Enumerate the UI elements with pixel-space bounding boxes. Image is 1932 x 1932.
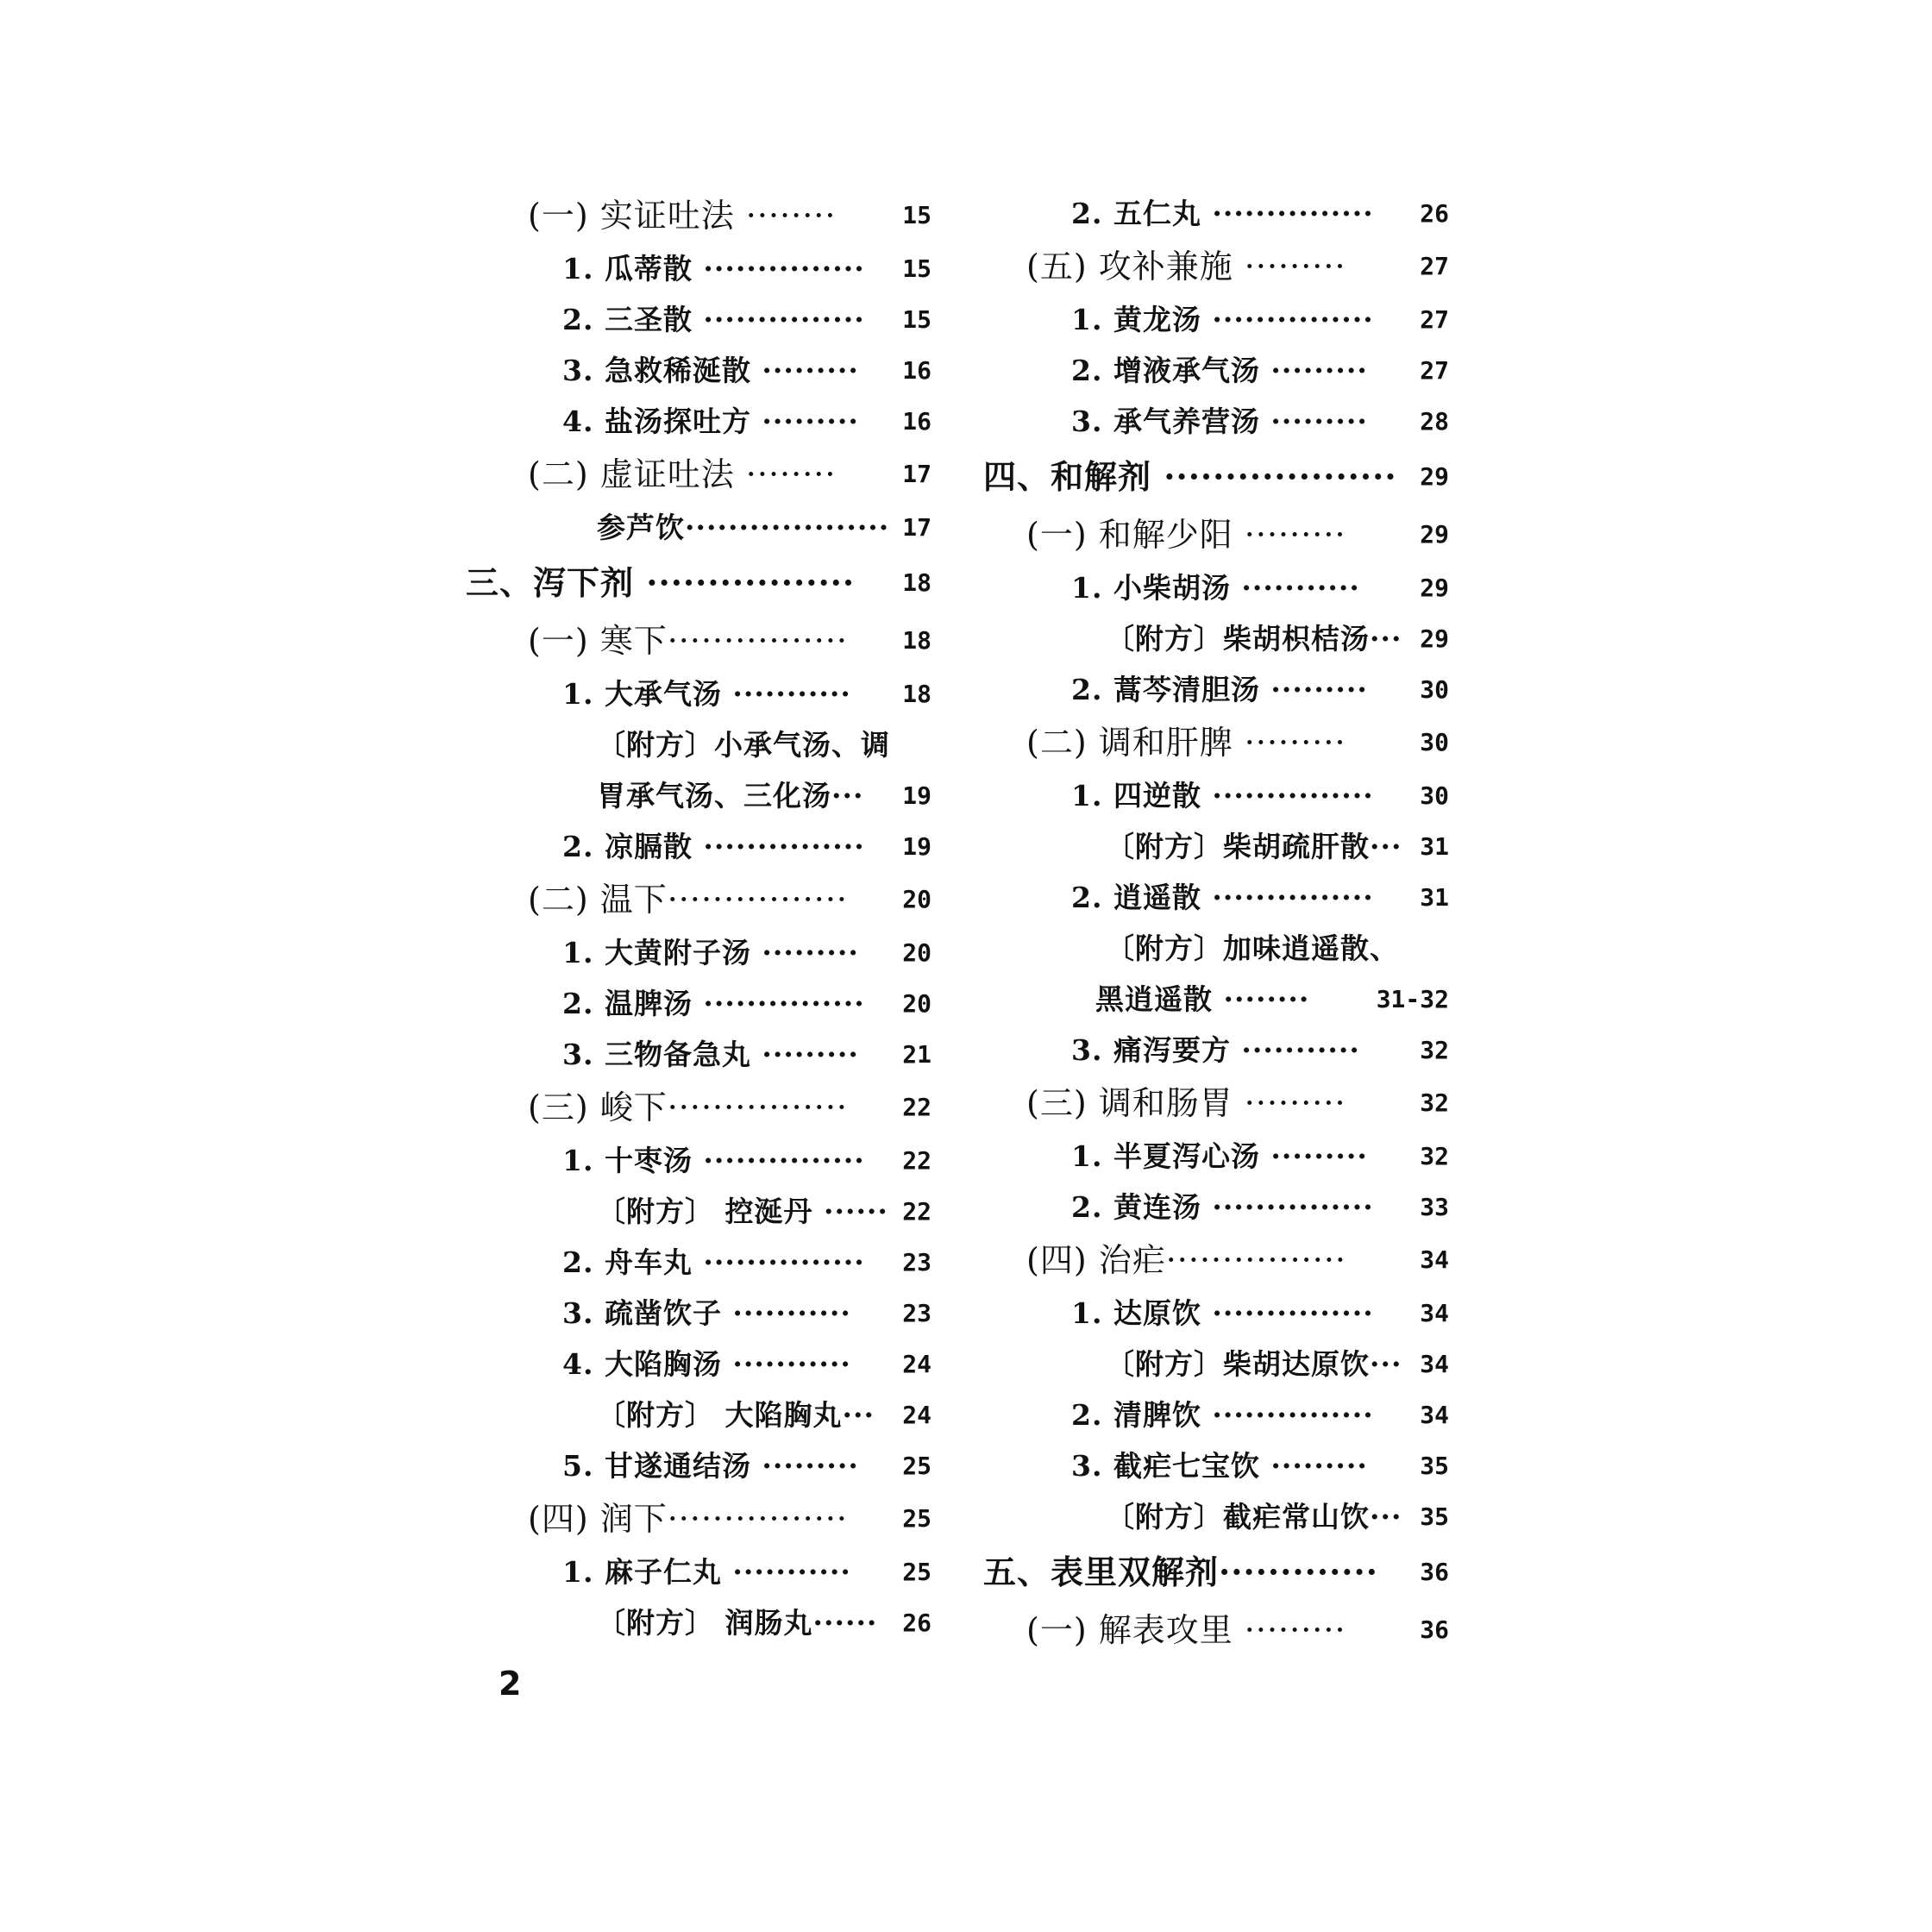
toc-entry [466,188,932,243]
toc-entry-page: 16 [902,356,932,385]
toc-entry-page: 17 [902,513,932,542]
toc-entry-page: 30 [1420,781,1449,810]
toc-entry-page: 29 [1420,462,1449,491]
toc-entry [983,821,1449,872]
toc-entry [983,613,1449,664]
toc-entry-page: 35 [1420,1452,1449,1480]
toc-entry-title: (四) 润下················ [528,1500,848,1538]
toc-entry-page: 31 [1420,832,1449,861]
toc-entry-page: 20 [902,989,932,1018]
toc-entry-page: 31-32 [1376,985,1449,1013]
toc-entry-title: 〔附方〕柴胡枳桔汤··· [1106,622,1402,656]
toc-entry-page: 34 [1420,1299,1449,1327]
toc-entry [466,502,932,553]
toc-entry-page: 35 [1420,1502,1449,1531]
toc-entry [466,1597,932,1648]
toc-entry-title: 〔附方〕柴胡达原饮··· [1106,1347,1402,1381]
toc-entry [466,1029,932,1080]
toc-entry-title: 2. 凉膈散 ··············· [562,830,865,863]
toc-entry-title: 四、和解剂 ··················· [983,457,1397,496]
toc-entry-page: 21 [902,1040,932,1069]
toc-entry-title: 4. 盐汤探吐方 ········· [562,405,859,438]
toc-entry-title: 3. 痛泻要方 ··········· [1071,1033,1360,1067]
toc-entry-title: 1. 半夏泻心汤 ········· [1071,1139,1368,1173]
toc-entry-page: 18 [902,626,932,655]
toc-entry [466,1080,932,1135]
toc-entry-title: 1. 达原饮 ··············· [1071,1296,1374,1330]
toc-entry-page: 29 [1420,624,1449,653]
toc-entry-page: 19 [902,832,932,861]
toc-entry-title: (二) 虚证吐法 ········ [528,455,837,493]
toc-entry-page: 27 [1420,305,1449,334]
toc-entry-title: 胃承气汤、三化汤··· [597,779,864,812]
toc-entry [983,294,1449,345]
toc-entry-title: 1. 麻子仁丸 ··········· [562,1555,851,1589]
toc-entry [466,613,932,668]
toc-entry [983,396,1449,447]
toc-entry [466,243,932,294]
toc-entry [983,1076,1449,1131]
toc-entry [466,396,932,447]
toc-entry [466,1339,932,1389]
toc-entry-page: 32 [1420,1088,1449,1117]
toc-entry-title: 2. 黄连汤 ··············· [1071,1190,1374,1224]
toc-entry-title: 2. 蒿芩清胆汤 ········· [1071,673,1368,706]
toc-entry-title: (三) 峻下················ [528,1088,848,1126]
toc-entry [466,821,932,872]
toc-entry-page: 29 [1420,574,1449,602]
toc-entry-title: 1. 瓜蒂散 ··············· [562,252,865,285]
toc-entry-page: 24 [902,1401,932,1429]
toc-entry-title: (二) 温下················ [528,881,848,919]
toc-entry [466,1389,932,1440]
toc-entry [983,1389,1449,1440]
toc-entry [983,562,1449,613]
toc-entry [983,1182,1449,1233]
toc-entry [466,978,932,1029]
toc-entry-title: 〔附方〕 控涎丹 ······ [597,1195,888,1228]
toc-entry [466,1288,932,1339]
toc-entry-title: 1. 小柴胡汤 ··········· [1071,571,1360,605]
toc-right-column [983,188,1449,1658]
toc-entry [983,1603,1449,1658]
toc-entry-page: 32 [1420,1142,1449,1170]
toc-entry [983,770,1449,821]
toc-entry-page: 20 [902,938,932,967]
toc-entry-title: 3. 疏凿饮子 ··········· [562,1296,851,1330]
toc-entry-title: 〔附方〕小承气汤、调 [597,728,890,762]
toc-entry-title: (五) 攻补兼施 ········· [1026,248,1346,285]
toc-entry-page: 23 [902,1248,932,1276]
toc-entry [983,1440,1449,1491]
toc-entry-page: 34 [1420,1245,1449,1274]
toc-entry-page: 26 [902,1609,932,1637]
toc-entry-title: 1. 四逆散 ··············· [1071,779,1374,812]
toc-entry [983,1025,1449,1076]
toc-entry-title: 1. 大黄附子汤 ········· [562,936,859,969]
toc-entry [983,923,1449,974]
toc-entry-page: 25 [902,1504,932,1533]
toc-entry-title: (一) 解表攻里 ········· [1026,1611,1346,1649]
toc-entry [983,664,1449,715]
toc-entry [466,553,932,613]
toc-entry [983,507,1449,562]
toc-entry-page: 19 [902,781,932,810]
toc-entry [983,1233,1449,1288]
toc-entry-title: (四) 治疟················ [1026,1241,1346,1279]
toc-entry [983,345,1449,396]
toc-entry-title: 参芦饮··················· [597,511,890,544]
toc-entry [466,1440,932,1491]
toc-entry-title: 3. 承气养营汤 ········· [1071,405,1368,438]
toc-entry-title: 2. 逍遥散 ··············· [1071,881,1374,914]
toc-entry-page: 24 [902,1350,932,1378]
toc-entry [466,1135,932,1186]
toc-entry [466,1186,932,1237]
toc-entry [983,1339,1449,1389]
toc-entry-title: 三、泻下剂 ················· [466,563,856,602]
toc-entry-title: 〔附方〕加味逍遥散、 [1106,932,1399,965]
toc-entry [983,1542,1449,1603]
toc-entry-page: 15 [902,305,932,334]
toc-entry-title: 1. 黄龙汤 ··············· [1071,303,1374,336]
toc-entry [466,872,932,927]
toc-entry-title: 1. 十枣汤 ··············· [562,1144,865,1177]
toc-entry [983,974,1449,1025]
toc-entry-title: 5. 甘遂通结汤 ········· [562,1449,859,1483]
toc-entry [983,239,1449,294]
toc-entry-title: 4. 大陷胸汤 ··········· [562,1347,851,1381]
toc-entry-title: (三) 调和肠胃 ········· [1026,1084,1346,1122]
toc-entry [466,1237,932,1288]
toc-entry-page: 29 [1420,520,1449,549]
toc-entry [466,927,932,978]
toc-entry [983,1491,1449,1542]
toc-entry-title: 1. 大承气汤 ··········· [562,677,851,711]
page-folio: 2 [499,1665,522,1703]
toc-entry-page: 31 [1420,883,1449,912]
toc-entry-page: 18 [902,568,932,597]
toc-entry-title: 2. 三圣散 ··············· [562,303,865,336]
toc-entry [983,188,1449,239]
toc-entry-title: 2. 清脾饮 ··············· [1071,1398,1374,1432]
toc-entry-title: 3. 急救稀涎散 ········· [562,354,859,387]
toc-entry-page: 34 [1420,1401,1449,1429]
toc-entry-title: 〔附方〕 大陷胸丸··· [597,1398,875,1432]
toc-entry-page: 27 [1420,356,1449,385]
toc-entry-page: 33 [1420,1193,1449,1221]
toc-entry [983,1288,1449,1339]
toc-entry [466,1546,932,1597]
toc-entry-title: 五、表里双解剂············· [983,1552,1378,1591]
toc-entry-title: 〔附方〕截疟常山饮··· [1106,1500,1402,1534]
toc-entry-page: 17 [902,460,932,488]
toc-entry-title: (一) 寒下················ [528,622,848,660]
toc-entry-title: 2. 舟车丸 ··············· [562,1245,865,1279]
toc-entry [466,345,932,396]
toc-entry-page: 30 [1420,675,1449,704]
toc-entry-page: 22 [902,1093,932,1121]
toc-entry-page: 36 [1420,1615,1449,1644]
toc-entry-page: 27 [1420,252,1449,280]
toc-entry-page: 32 [1420,1036,1449,1064]
toc-entry [983,447,1449,507]
toc-entry-page: 16 [902,407,932,436]
toc-entry-page: 30 [1420,728,1449,756]
toc-entry-page: 26 [1420,199,1449,228]
toc-entry-title: 3. 截疟七宝饮 ········· [1071,1449,1368,1483]
toc-entry-title: (一) 实证吐法 ········ [528,197,837,235]
toc-entry-page: 23 [902,1299,932,1327]
toc-entry-page: 15 [902,254,932,283]
toc-entry-page: 22 [902,1197,932,1226]
toc-entry [983,872,1449,923]
toc-left-column [466,188,932,1648]
toc-entry [466,1491,932,1546]
toc-entry [466,719,932,770]
toc-entry-page: 22 [902,1146,932,1175]
toc-entry-title: (一) 和解少阳 ········· [1026,516,1346,554]
toc-entry-page: 28 [1420,407,1449,436]
toc-entry-page: 25 [902,1452,932,1480]
toc-entry-title: 2. 五仁丸 ··············· [1071,197,1374,230]
toc-entry [983,715,1449,770]
toc-entry [466,447,932,502]
toc-entry-page: 25 [902,1558,932,1586]
toc-entry-page: 18 [902,680,932,708]
toc-entry [466,668,932,719]
toc-entry-title: 〔附方〕柴胡疏肝散··· [1106,830,1402,863]
toc-entry-title: 〔附方〕 润肠丸······ [597,1606,878,1640]
toc-entry-title: 黑逍遥散 ········ [1095,982,1310,1016]
toc-entry-title: 3. 三物备急丸 ········· [562,1038,859,1071]
toc-entry-page: 20 [902,885,932,913]
toc-entry-page: 15 [902,201,932,229]
toc-entry-title: 2. 增液承气汤 ········· [1071,354,1368,387]
toc-entry-page: 36 [1420,1558,1449,1586]
toc-entry [466,294,932,345]
toc-entry [983,1131,1449,1182]
toc-entry-title: 2. 温脾汤 ··············· [562,987,865,1020]
toc-entry [466,770,932,821]
toc-entry-page: 34 [1420,1350,1449,1378]
toc-entry-title: (二) 调和肝脾 ········· [1026,724,1346,762]
